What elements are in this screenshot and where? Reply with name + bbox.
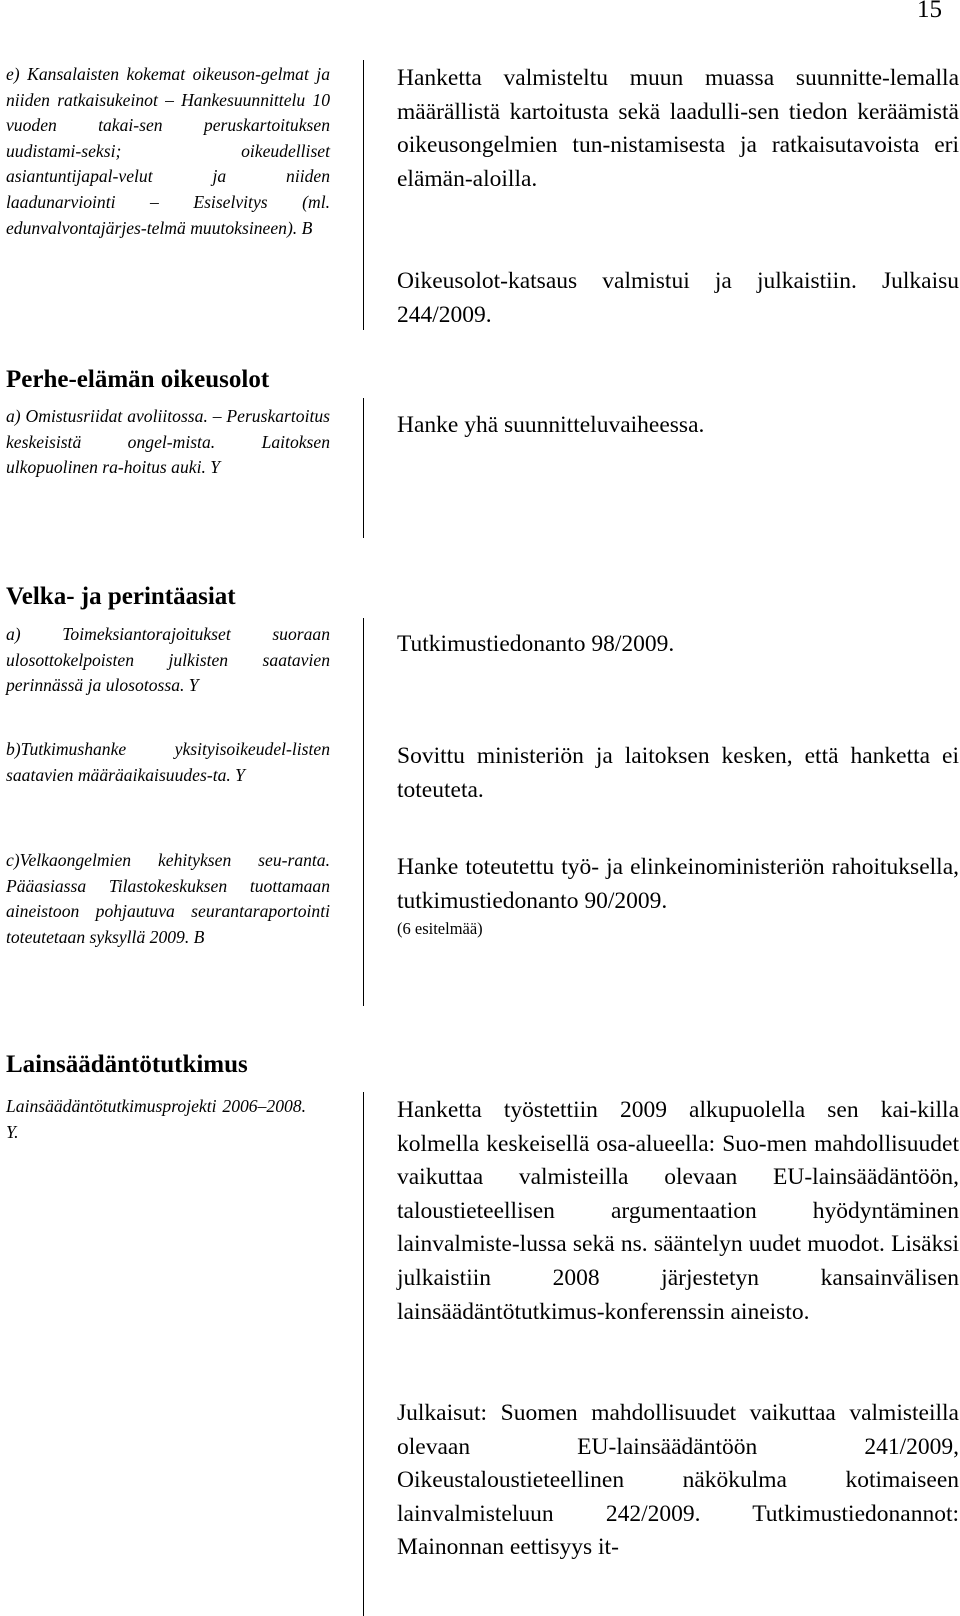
column-divider: [363, 398, 364, 538]
item-c-velka-note: (6 esitelmää): [397, 919, 483, 939]
item-a-velka-description: a) Toimeksiantorajoitukset suoraan ulosottokelpoisten julkisten saatavien perinnässä ja ulosotossa. Y: [6, 624, 330, 696]
item-lains-status: Hanketta työstettiin 2009 alkupuolella sen kai-killa kolmella keskeisellä osa-alueella: Suo-men mahdollisuudet vaikuttaa valmisteilla olevaan EU-lainsäädäntöön, taloustieteellisen argumentaation hyödyntäminen lainvalmiste-lussa sekä ns. sääntelyn uudet muodot. Lisäksi julkaistiin 2008 järjestetyn kansainvälisen lainsäädäntötutkimus-konferenssin aineisto.: [397, 1097, 959, 1325]
item-e-publication: Oikeusolot-katsaus valmistui ja julkaistiin. Julkaisu 244/2009.: [397, 268, 959, 328]
item-b-velka-status: Sovittu ministeriön ja laitoksen kesken, että hanketta ei toteuteta.: [397, 743, 959, 803]
section-heading-velka: Velka- ja perintäasiat: [6, 583, 236, 610]
item-b-velka-description: b)Tutkimushanke yksityisoikeudel-listen saatavien määräaikaisuudes-ta. Y: [6, 739, 330, 785]
item-e-description: e) Kansalaisten kokemat oikeuson-gelmat ja niiden ratkaisukeinot – Hankesuunnittelu 10 vuoden takai-sen peruskartoituksen uudistami-seksi; oikeudelliset asiantuntijapal-velut ja niiden laadunarviointi – Esiselvitys (ml. edunvalvontajärjes-telmä muutoksineen). B: [6, 64, 330, 238]
item-c-velka-status-text: Hanke toteutettu työ- ja elinkeinoministeriön rahoituksella, tutkimustiedonanto 90/2009.: [397, 854, 959, 914]
column-divider: [363, 618, 364, 1006]
item-e-status: Hanketta valmisteltu muun muassa suunnitte-lemalla määrällistä kartoitusta sekä laadulli-sen tiedon keräämistä oikeusongelmien tun-nistamisesta ja ratkaisutavoista eri elämän-aloilla.: [397, 65, 959, 192]
item-a-perhe-description: a) Omistusriidat avoliitossa. – Peruskartoitus keskeisistä ongel-mista. Laitoksen ulkopuolinen ra-hoitus auki. Y: [6, 406, 330, 478]
column-divider: [363, 60, 364, 330]
section-heading-perhe: Perhe-elämän oikeusolot: [6, 366, 270, 393]
item-lains-publications: Julkaisut: Suomen mahdollisuudet vaikuttaa valmisteilla olevaan EU-lainsäädäntöön 241/2009, Oikeustaloustieteellinen näkökulma kotimaiseen lainvalmisteluun 242/2009. Tutkimustiedonannot: Mainonnan eettisyys it-: [397, 1400, 959, 1561]
section-heading-lains: Lainsäädäntötutkimus: [6, 1051, 248, 1078]
column-divider: [363, 1092, 364, 1616]
item-lains-description: Lainsäädäntötutkimusprojekti 2006–2008. Y.: [6, 1096, 306, 1142]
page-number: 15: [917, 0, 942, 23]
item-a-perhe-status: Hanke yhä suunnitteluvaiheessa.: [397, 412, 705, 438]
item-a-velka-status: Tutkimustiedonanto 98/2009.: [397, 631, 675, 657]
item-c-velka-description: c)Velkaongelmien kehityksen seu-ranta. Pääasiassa Tilastokeskuksen tuottamaan aineistoon pohjautuva seurantaraportointi toteutetaan syksyllä 2009. B: [6, 850, 330, 947]
item-c-velka-status: [397, 851, 959, 940]
